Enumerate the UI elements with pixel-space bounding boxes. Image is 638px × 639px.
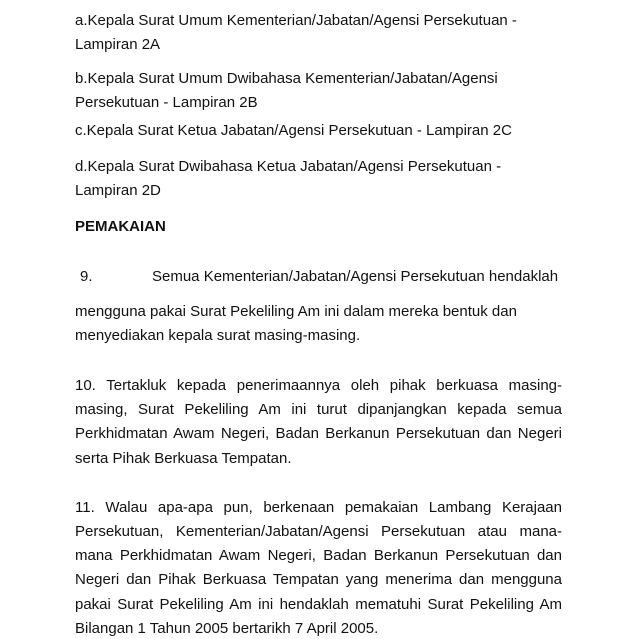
paragraph-9-line3: menyediakan kepala surat masing-masing. <box>75 327 361 344</box>
section-heading: PEMAKAIAN <box>75 218 166 235</box>
paragraph-11-line6: Bilangan 1 Tahun 2005 bertarikh 7 April 2005. <box>75 620 379 637</box>
paragraph-9-line1: Semua Kementerian/Jabatan/Agensi Persekutuan hendaklah <box>152 268 559 285</box>
paragraph-10-line3: Perkhidmatan Awam Negeri, Badan Berkanun Persekutuan dan Negeri <box>75 425 562 442</box>
paragraph-11-line2: Persekutuan, Kementerian/Jabatan/Agensi Persekutuan atau mana- <box>75 523 562 540</box>
list-item-a-line2: Lampiran 2A <box>75 36 161 53</box>
list-item-d-line1: d.Kepala Surat Dwibahasa Ketua Jabatan/Agensi Persekutuan - <box>75 158 502 175</box>
paragraph-9-number: 9. <box>80 268 93 285</box>
paragraph-11-line4: Negeri dan Pihak Berkuasa Tempatan yang menerima dan mengguna <box>75 571 562 588</box>
paragraph-11-line5: pakai Surat Pekeliling Am ini hendaklah mematuhi Surat Pekeliling Am <box>75 596 562 613</box>
paragraph-11-line3: mana Perkhidmatan Awam Negeri, Badan Berkanun Persekutuan dan <box>75 547 562 564</box>
paragraph-10-line4: serta Pihak Berkuasa Tempatan. <box>75 450 292 467</box>
list-item-b-line2: Persekutuan - Lampiran 2B <box>75 94 258 111</box>
list-item-a-line1: a.Kepala Surat Umum Kementerian/Jabatan/Agensi Persekutuan - <box>75 12 517 29</box>
list-item-b-line1: b.Kepala Surat Umum Dwibahasa Kementerian/Jabatan/Agensi <box>75 70 498 87</box>
list-item-c-line1: c.Kepala Surat Ketua Jabatan/Agensi Persekutuan - Lampiran 2C <box>75 122 512 139</box>
paragraph-10-line1: 10. Tertakluk kepada penerimaannya oleh pihak berkuasa masing- <box>75 377 562 394</box>
paragraph-11-line1: 11. Walau apa-apa pun, berkenaan pemakaian Lambang Kerajaan <box>75 499 562 516</box>
paragraph-10-line2: masing, Surat Pekeliling Am ini turut dipanjangkan kepada semua <box>75 401 562 418</box>
paragraph-9-first-line <box>80 267 558 287</box>
list-item-d-line2: Lampiran 2D <box>75 182 161 199</box>
paragraph-9-line2: mengguna pakai Surat Pekeliling Am ini dalam mereka bentuk dan <box>75 303 517 320</box>
